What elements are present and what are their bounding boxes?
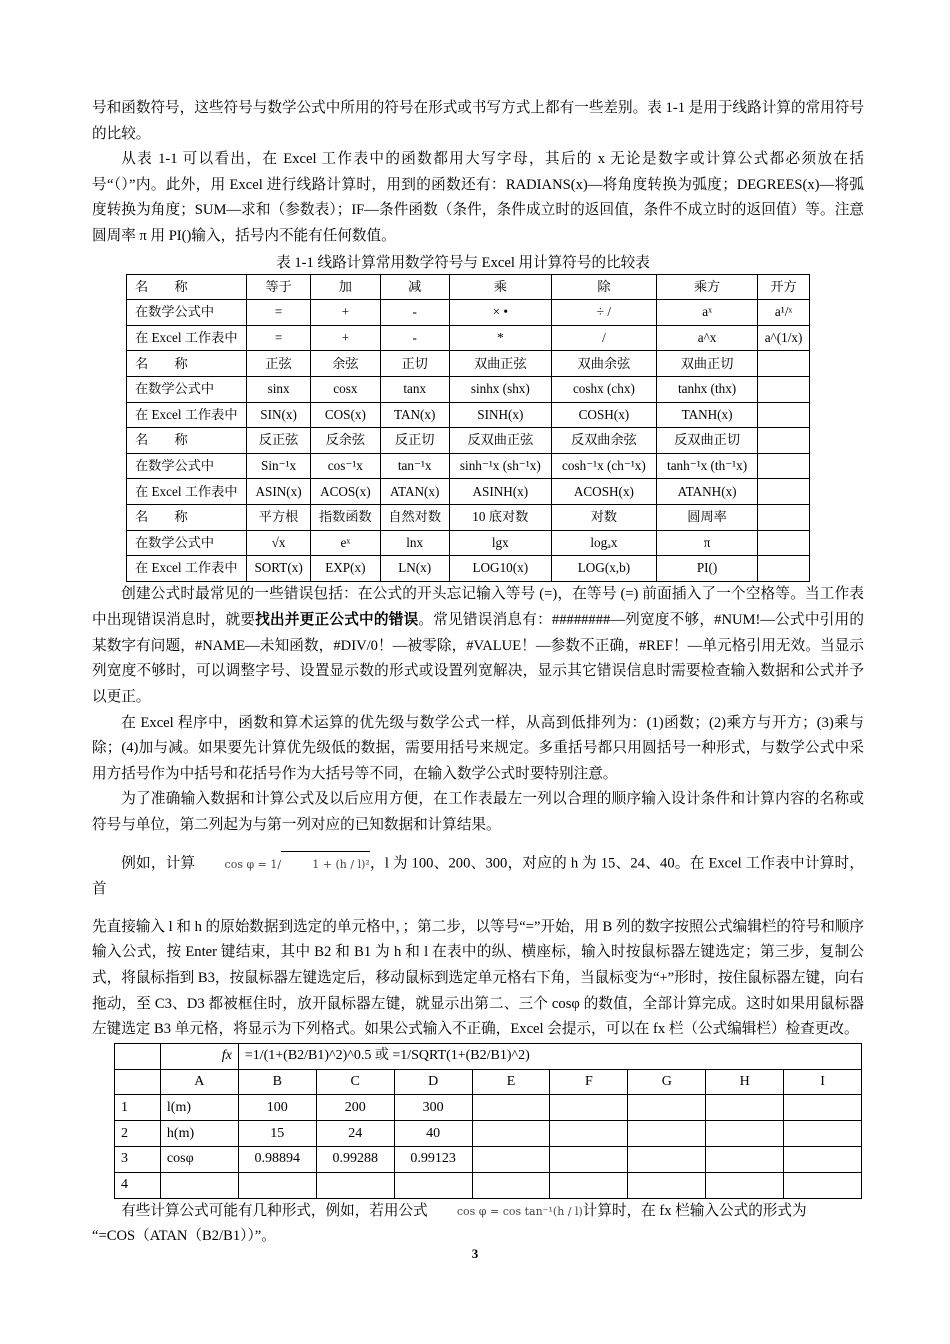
- example-text-b: ，l 为 100、200、300，对应的 h 为 15、24、40。在 Excel 工作表中计算时，首: [92, 855, 864, 898]
- symbol-cell: 平方根: [247, 504, 311, 530]
- symbol-cell: 自然对数: [380, 504, 449, 530]
- symbol-cell: TANH(x): [657, 402, 758, 428]
- symbol-row-header: 名 称: [127, 274, 247, 300]
- paragraph-errors: [92, 582, 864, 711]
- symbol-cell: 乘: [449, 274, 551, 300]
- sheet-cell[interactable]: [550, 1095, 628, 1121]
- symbol-cell: 开方: [758, 274, 810, 300]
- row-header[interactable]: 2: [115, 1121, 161, 1147]
- alt-text-b: 计算时，在 fx 栏输入公式的形式为: [582, 1202, 807, 1219]
- sheet-cell[interactable]: [550, 1146, 628, 1172]
- sheet-cell[interactable]: [628, 1172, 706, 1198]
- symbol-cell: [758, 530, 810, 556]
- paragraph-precedence: 在 Excel 程序中，函数和算术运算的优先级与数学公式一样，从高到低排列为：(1)函数；(2)乘方与开方；(3)乘与除；(4)加与减。如果要先计算优先级低的数据，需要用括号来规定。多重括号都只用圆括号一种形式，与数学公式中采用方括号作为中括号和花括号作为大括号等不同，在输入数学公式时要特别注意。: [92, 714, 864, 782]
- symbol-cell: √x: [247, 530, 311, 556]
- symbol-cell: EXP(x): [311, 556, 380, 582]
- fx-label[interactable]: fx: [160, 1043, 238, 1069]
- sheet-cell[interactable]: [472, 1172, 550, 1198]
- symbol-cell: =: [247, 325, 311, 351]
- sheet-cell[interactable]: [706, 1172, 784, 1198]
- symbol-cell: ATAN(x): [380, 479, 449, 505]
- column-header-row: [115, 1069, 862, 1095]
- sqrt-radicand: 1 + (h / l)²: [281, 851, 370, 878]
- formula-bar-row: [115, 1043, 862, 1069]
- symbol-cell: Sin⁻¹x: [247, 453, 311, 479]
- paragraph-intro: 号和函数符号，这些符号与数学公式中所用的符号在形式或书写方式上都有一些差别。表 1-1 是用于线路计算的常用符号的比较。: [92, 100, 864, 142]
- excel-sheet-table: [114, 1043, 862, 1199]
- sheet-row: [115, 1121, 862, 1147]
- symbol-row-header: 在数学公式中: [127, 530, 247, 556]
- sheet-row: [115, 1172, 862, 1198]
- symbol-cell: ASIN(x): [247, 479, 311, 505]
- paragraph-steps: 先直接输入 l 和 h 的原始数据到选定的单元格中，；第二步，以等号“=”开始，用 B 列的数字按照公式编辑栏的符号和顺序输入公式，按 Enter 键结束，其中 B2 和 B1 为 h 和 l 在表中的纵、横座标，输入时按鼠标器左键选定；第三步，复制公式，将鼠标指到 B3，按鼠标器左键选定后，移动鼠标到选定单元格右下角，当鼠标变为“+”形时，按住鼠标器左键，向右拖动，至 C3、D3 都被框住时，放开鼠标器左键，就显示出第二、三个 cosφ 的数值，全部计算完成。这时如果用鼠标器左键选定 B3 单元格，将显示为下列格式。如果公式输入不正确，Excel 会提示，可以在 fx 栏（公式编辑栏）检查更改。: [92, 918, 864, 1038]
- symbol-cell: ASINH(x): [449, 479, 551, 505]
- sheet-cell[interactable]: [706, 1095, 784, 1121]
- cos-formula: [195, 851, 369, 878]
- symbol-table-row: [127, 300, 810, 326]
- symbol-row-header: 名 称: [127, 351, 247, 377]
- symbol-cell: 指数函数: [311, 504, 380, 530]
- sheet-cell[interactable]: [160, 1172, 238, 1198]
- symbol-cell: -: [380, 300, 449, 326]
- column-header[interactable]: H: [706, 1069, 784, 1095]
- symbol-table-row: [127, 504, 810, 530]
- symbol-row-header: 名 称: [127, 428, 247, 454]
- symbol-cell: 双曲余弦: [551, 351, 656, 377]
- sheet-cell[interactable]: [316, 1172, 394, 1198]
- symbol-table-row: [127, 479, 810, 505]
- symbol-cell: LOG(x,b): [551, 556, 656, 582]
- sheet-cell[interactable]: 24: [316, 1121, 394, 1147]
- column-header[interactable]: F: [550, 1069, 628, 1095]
- symbol-cell: 双曲正切: [657, 351, 758, 377]
- errors-bold-text: 找出并更正公式中的错误: [255, 611, 419, 629]
- sheet-cell[interactable]: [238, 1172, 316, 1198]
- symbol-cell: SORT(x): [247, 556, 311, 582]
- symbol-cell: cosh⁻¹x (ch⁻¹x): [551, 453, 656, 479]
- symbol-cell: π: [657, 530, 758, 556]
- symbol-cell: sinx: [247, 376, 311, 402]
- symbol-cell: tanx: [380, 376, 449, 402]
- row-header[interactable]: 1: [115, 1095, 161, 1121]
- symbol-cell: 乘方: [657, 274, 758, 300]
- symbol-cell: logₐx: [551, 530, 656, 556]
- symbol-cell: LOG10(x): [449, 556, 551, 582]
- column-header[interactable]: E: [472, 1069, 550, 1095]
- sheet-cell[interactable]: [628, 1146, 706, 1172]
- paragraph-table-note: 从表 1-1 可以看出，在 Excel 工作表中的函数都用大写字母，其后的 x 无论是数字或计算公式都必须放在括号“（）”内。此外，用 Excel 进行线路计算时，用到的函数还有：RADIANS(x)—将角度转换为弧度；DEGREES(x)—将弧度转换为角度；SUM—求和（参数表）；IF—条件函数（条件，条件成立时的返回值，条件不成立时的返回值）等。注意圆周率 π 用 PI()输入，括号内不能有任何数值。: [92, 151, 864, 244]
- sheet-cell[interactable]: 200: [316, 1095, 394, 1121]
- paragraph-alt-formula: [92, 1199, 864, 1225]
- sheet-cell[interactable]: 40: [394, 1121, 472, 1147]
- symbol-cell: *: [449, 325, 551, 351]
- symbol-table-row: [127, 351, 810, 377]
- symbol-cell: =: [247, 300, 311, 326]
- column-header[interactable]: B: [238, 1069, 316, 1095]
- symbol-cell: 加: [311, 274, 380, 300]
- symbol-cell: 余弦: [311, 351, 380, 377]
- column-header[interactable]: A: [160, 1069, 238, 1095]
- symbol-cell: cosx: [311, 376, 380, 402]
- symbol-cell: 正切: [380, 351, 449, 377]
- symbol-comparison-table: [126, 274, 810, 582]
- symbol-cell: 反双曲正弦: [449, 428, 551, 454]
- alt-formula: cos φ = cos tan⁻¹(h / l): [456, 1204, 583, 1218]
- column-header[interactable]: [115, 1069, 161, 1095]
- symbol-cell: × •: [449, 300, 551, 326]
- symbol-table-row: [127, 556, 810, 582]
- row-header[interactable]: 4: [115, 1172, 161, 1198]
- symbol-table-row: [127, 274, 810, 300]
- symbol-cell: 对数: [551, 504, 656, 530]
- symbol-cell: 反双曲正切: [657, 428, 758, 454]
- symbol-row-header: 在 Excel 工作表中: [127, 556, 247, 582]
- column-header[interactable]: C: [316, 1069, 394, 1095]
- symbol-cell: ATANH(x): [657, 479, 758, 505]
- symbol-cell: [758, 351, 810, 377]
- symbol-cell: cos⁻¹x: [311, 453, 380, 479]
- sheet-cell[interactable]: 0.98894: [238, 1146, 316, 1172]
- row-header[interactable]: 3: [115, 1146, 161, 1172]
- sheet-cell[interactable]: [784, 1172, 862, 1198]
- sheet-cell[interactable]: [628, 1121, 706, 1147]
- sheet-cell[interactable]: 0.99288: [316, 1146, 394, 1172]
- sheet-row: [115, 1146, 862, 1172]
- sheet-cell[interactable]: cosφ: [160, 1146, 238, 1172]
- symbol-cell: ACOSH(x): [551, 479, 656, 505]
- sheet-cell[interactable]: [394, 1172, 472, 1198]
- symbol-cell: +: [311, 300, 380, 326]
- symbol-cell: COS(x): [311, 402, 380, 428]
- symbol-table-row: [127, 402, 810, 428]
- symbol-cell: LN(x): [380, 556, 449, 582]
- symbol-cell: /: [551, 325, 656, 351]
- errors-text-b: 。常见错误消息有：########—列宽度不够，#NUM!—公式中引用的某数字有问题，#NAME—未知函数，#DIV/0！—被零除，#VALUE！—参数不正确，#REF！—单元格引用无效。当显示列宽度不够时，可以调整字号、设置显示数的形式或设置列宽解决，显示其它错误信息时需要检查输入数据和公式并予以更正。: [92, 612, 864, 706]
- sheet-cell[interactable]: l(m): [160, 1095, 238, 1121]
- symbol-cell: 圆周率: [657, 504, 758, 530]
- symbol-row-header: 在 Excel 工作表中: [127, 402, 247, 428]
- symbol-cell: -: [380, 325, 449, 351]
- symbol-cell: 除: [551, 274, 656, 300]
- symbol-cell: sinh⁻¹x (sh⁻¹x): [449, 453, 551, 479]
- sheet-row: [115, 1095, 862, 1121]
- symbol-table-row: [127, 428, 810, 454]
- symbol-cell: 减: [380, 274, 449, 300]
- sheet-cell[interactable]: 300: [394, 1095, 472, 1121]
- symbol-cell: 反正切: [380, 428, 449, 454]
- paragraph-layout: 为了准确输入数据和计算公式及以后应用方便，在工作表最左一列以合理的顺序输入设计条件和计算内容的名称或符号与单位，第二列起为与第一列对应的已知数据和计算结果。: [92, 791, 864, 834]
- symbol-cell: 双曲正弦: [449, 351, 551, 377]
- symbol-cell: 反余弦: [311, 428, 380, 454]
- symbol-cell: tanh⁻¹x (th⁻¹x): [657, 453, 758, 479]
- symbol-cell: [758, 402, 810, 428]
- sheet-cell[interactable]: 100: [238, 1095, 316, 1121]
- page-number: 3: [471, 1246, 479, 1261]
- sheet-cell[interactable]: 0.99123: [394, 1146, 472, 1172]
- symbol-cell: [758, 479, 810, 505]
- sheet-cell[interactable]: [628, 1095, 706, 1121]
- sheet-cell[interactable]: [784, 1146, 862, 1172]
- column-header[interactable]: I: [784, 1069, 862, 1095]
- sheet-cell[interactable]: [784, 1121, 862, 1147]
- symbol-cell: coshx (chx): [551, 376, 656, 402]
- symbol-row-header: 在 Excel 工作表中: [127, 325, 247, 351]
- symbol-cell: PI(): [657, 556, 758, 582]
- paragraph-example: [92, 851, 864, 903]
- symbol-cell: 反正弦: [247, 428, 311, 454]
- symbol-cell: ACOS(x): [311, 479, 380, 505]
- symbol-cell: [758, 428, 810, 454]
- errors-text-a: 创建公式时最常见的一些错误包括：在公式的开头忘记输入等号 (=)，在等号 (=) 前面插入了一个空格等。当工作表中出现错误消息时，就要: [92, 585, 864, 629]
- symbol-cell: a¹/ˣ: [758, 300, 810, 326]
- sheet-cell[interactable]: [472, 1121, 550, 1147]
- symbol-cell: tan⁻¹x: [380, 453, 449, 479]
- symbol-row-header: 在数学公式中: [127, 453, 247, 479]
- sheet-cell[interactable]: h(m): [160, 1121, 238, 1147]
- symbol-cell: [758, 556, 810, 582]
- sheet-cell[interactable]: [472, 1095, 550, 1121]
- sheet-cell[interactable]: 15: [238, 1121, 316, 1147]
- column-header[interactable]: D: [394, 1069, 472, 1095]
- symbol-table-row: [127, 376, 810, 402]
- example-text-a: 例如，计算: [121, 855, 196, 872]
- symbol-cell: SINH(x): [449, 402, 551, 428]
- symbol-cell: SIN(x): [247, 402, 311, 428]
- symbol-cell: COSH(x): [551, 402, 656, 428]
- sheet-cell[interactable]: [550, 1121, 628, 1147]
- symbol-cell: 反双曲余弦: [551, 428, 656, 454]
- symbol-cell: +: [311, 325, 380, 351]
- symbol-cell: sinhx (shx): [449, 376, 551, 402]
- symbol-cell: [758, 376, 810, 402]
- symbol-cell: aˣ: [657, 300, 758, 326]
- symbol-cell: a^(1/x): [758, 325, 810, 351]
- symbol-cell: a^x: [657, 325, 758, 351]
- symbol-cell: 等于: [247, 274, 311, 300]
- symbol-table-row: [127, 530, 810, 556]
- symbol-row-header: 在 Excel 工作表中: [127, 479, 247, 505]
- sheet-cell[interactable]: [784, 1095, 862, 1121]
- sheet-cell[interactable]: [472, 1146, 550, 1172]
- symbol-table-row: [127, 325, 810, 351]
- symbol-cell: lgx: [449, 530, 551, 556]
- symbol-row-header: 在数学公式中: [127, 376, 247, 402]
- alt-text-a: 有些计算公式可能有几种形式，例如，若用公式: [121, 1202, 428, 1219]
- symbol-cell: ÷ /: [551, 300, 656, 326]
- symbol-cell: [758, 504, 810, 530]
- document-page: [92, 96, 864, 1250]
- symbol-cell: 10 底对数: [449, 504, 551, 530]
- paragraph-cos-atan: “=COS（ATAN（B2/B1））”。: [92, 1228, 276, 1245]
- symbol-cell: tanhx (thx): [657, 376, 758, 402]
- sheet-cell[interactable]: [706, 1146, 784, 1172]
- sheet-cell[interactable]: [706, 1121, 784, 1147]
- symbol-cell: 正弦: [247, 351, 311, 377]
- sheet-cell[interactable]: [550, 1172, 628, 1198]
- symbol-cell: eˣ: [311, 530, 380, 556]
- symbol-row-header: 在数学公式中: [127, 300, 247, 326]
- symbol-row-header: 名 称: [127, 504, 247, 530]
- formula-bar[interactable]: =1/(1+(B2/B1)^2)^0.5 或 =1/SQRT(1+(B2/B1)^2): [238, 1043, 861, 1069]
- symbol-cell: [758, 453, 810, 479]
- symbol-table-row: [127, 453, 810, 479]
- cos-formula-lhs: cos φ = 1/: [224, 857, 282, 871]
- column-header[interactable]: G: [628, 1069, 706, 1095]
- symbol-cell: TAN(x): [380, 402, 449, 428]
- table1-caption: 表 1-1 线路计算常用数学符号与 Excel 用计算符号的比较表: [276, 254, 650, 271]
- symbol-cell: lnx: [380, 530, 449, 556]
